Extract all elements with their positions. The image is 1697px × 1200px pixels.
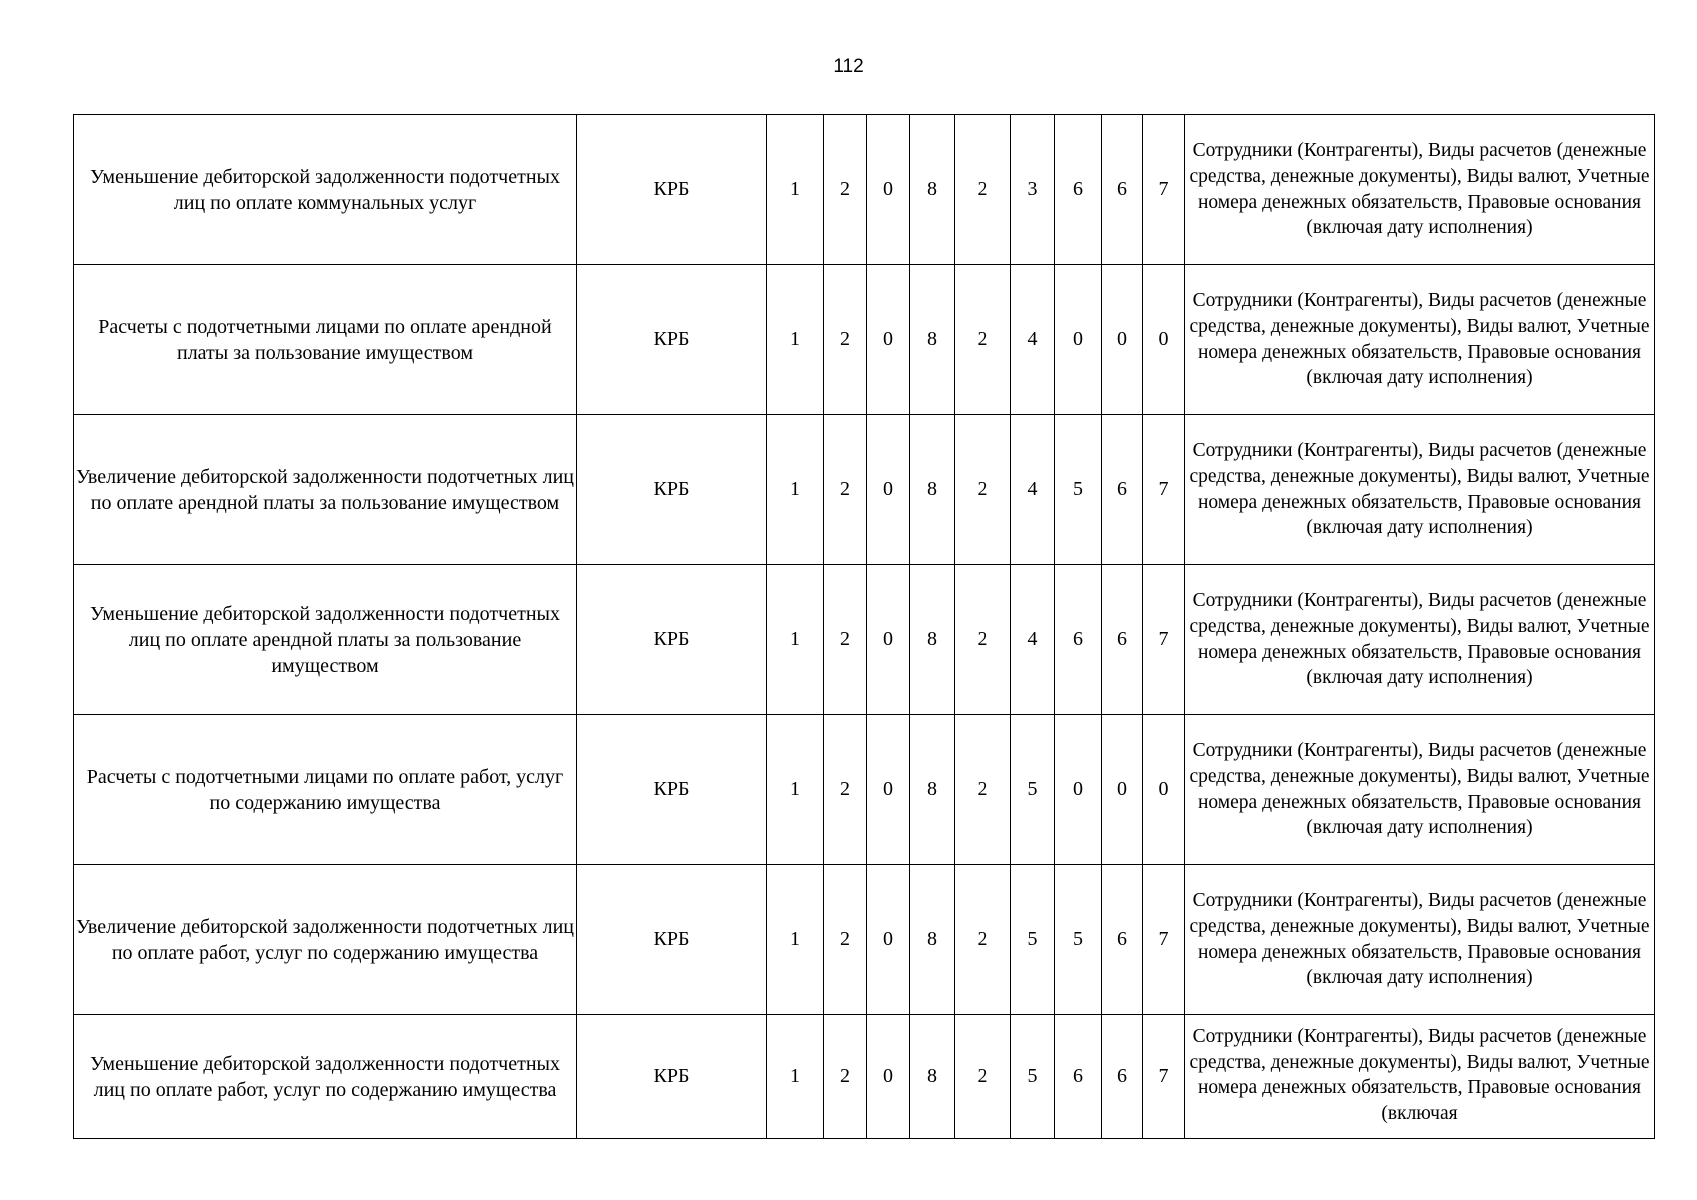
account-digit: 2 xyxy=(824,565,867,715)
account-digit: 8 xyxy=(910,265,955,415)
account-digit: 1 xyxy=(767,115,824,265)
account-code: КРБ xyxy=(577,115,767,265)
analytics-description: Сотрудники (Контрагенты), Виды расчетов (денежные средства, денежные документы), Виды валют, Учетные номера денежных обязательств, Правовые основания (включая дату исполнения) xyxy=(1185,565,1655,715)
account-digit: 0 xyxy=(1055,265,1102,415)
account-digit: 3 xyxy=(1011,115,1055,265)
account-digit: 2 xyxy=(955,415,1011,565)
operation-description: Уменьшение дебиторской задолженности подотчетных лиц по оплате коммунальных услуг xyxy=(74,115,577,265)
analytics-description: Сотрудники (Контрагенты), Виды расчетов (денежные средства, денежные документы), Виды валют, Учетные номера денежных обязательств, Правовые основания (включая дату исполнения) xyxy=(1185,865,1655,1015)
account-digit: 0 xyxy=(867,115,910,265)
account-digit: 8 xyxy=(910,115,955,265)
account-digit: 2 xyxy=(955,1015,1011,1139)
account-digit: 1 xyxy=(767,715,824,865)
account-digit: 4 xyxy=(1011,265,1055,415)
account-digit: 5 xyxy=(1011,1015,1055,1139)
account-digit: 7 xyxy=(1143,565,1185,715)
account-code: КРБ xyxy=(577,565,767,715)
account-digit: 2 xyxy=(824,115,867,265)
account-digit: 0 xyxy=(1143,715,1185,865)
account-digit: 2 xyxy=(824,265,867,415)
account-digit: 1 xyxy=(767,265,824,415)
accounts-table xyxy=(73,114,1655,1139)
account-digit: 1 xyxy=(767,415,824,565)
account-digit: 7 xyxy=(1143,115,1185,265)
account-digit: 4 xyxy=(1011,415,1055,565)
account-digit: 8 xyxy=(910,865,955,1015)
account-digit: 6 xyxy=(1055,115,1102,265)
account-digit: 6 xyxy=(1102,865,1143,1015)
account-code: КРБ xyxy=(577,415,767,565)
analytics-description: Сотрудники (Контрагенты), Виды расчетов (денежные средства, денежные документы), Виды валют, Учетные номера денежных обязательств, Правовые основания (включая дату исполнения) xyxy=(1185,715,1655,865)
account-code: КРБ xyxy=(577,265,767,415)
table-row xyxy=(74,865,1655,1015)
account-digit: 0 xyxy=(867,415,910,565)
account-digit: 0 xyxy=(867,1015,910,1139)
table-row xyxy=(74,565,1655,715)
account-digit: 2 xyxy=(955,715,1011,865)
table-row xyxy=(74,115,1655,265)
operation-description: Уменьшение дебиторской задолженности подотчетных лиц по оплате арендной платы за пользование имуществом xyxy=(74,565,577,715)
account-digit: 6 xyxy=(1102,1015,1143,1139)
account-digit: 6 xyxy=(1102,115,1143,265)
account-digit: 2 xyxy=(955,865,1011,1015)
analytics-description: Сотрудники (Контрагенты), Виды расчетов (денежные средства, денежные документы), Виды валют, Учетные номера денежных обязательств, Правовые основания (включая дату исполнения) xyxy=(1185,265,1655,415)
account-digit: 2 xyxy=(955,565,1011,715)
account-code: КРБ xyxy=(577,1015,767,1139)
account-digit: 7 xyxy=(1143,1015,1185,1139)
account-digit: 0 xyxy=(867,265,910,415)
account-digit: 1 xyxy=(767,565,824,715)
account-digit: 5 xyxy=(1011,865,1055,1015)
operation-description: Увеличение дебиторской задолженности подотчетных лиц по оплате работ, услуг по содержанию имущества xyxy=(74,865,577,1015)
account-digit: 4 xyxy=(1011,565,1055,715)
account-digit: 7 xyxy=(1143,415,1185,565)
account-digit: 8 xyxy=(910,1015,955,1139)
account-digit: 2 xyxy=(824,1015,867,1139)
account-digit: 6 xyxy=(1102,565,1143,715)
table-row xyxy=(74,265,1655,415)
analytics-description: Сотрудники (Контрагенты), Виды расчетов (денежные средства, денежные документы), Виды валют, Учетные номера денежных обязательств, Правовые основания (включая дату исполнения) xyxy=(1185,415,1655,565)
account-digit: 2 xyxy=(955,265,1011,415)
account-digit: 2 xyxy=(824,865,867,1015)
account-code: КРБ xyxy=(577,865,767,1015)
account-digit: 7 xyxy=(1143,865,1185,1015)
account-digit: 6 xyxy=(1055,1015,1102,1139)
account-digit: 0 xyxy=(1055,715,1102,865)
account-digit: 1 xyxy=(767,865,824,1015)
account-digit: 8 xyxy=(910,565,955,715)
account-digit: 0 xyxy=(867,565,910,715)
account-digit: 6 xyxy=(1102,415,1143,565)
page-number: 112 xyxy=(833,56,864,77)
account-digit: 2 xyxy=(955,115,1011,265)
account-digit: 2 xyxy=(824,715,867,865)
analytics-description: Сотрудники (Контрагенты), Виды расчетов (денежные средства, денежные документы), Виды валют, Учетные номера денежных обязательств, Правовые основания (включая xyxy=(1189,1026,1650,1124)
table-row xyxy=(74,415,1655,565)
account-digit: 5 xyxy=(1055,415,1102,565)
account-digit: 0 xyxy=(1143,265,1185,415)
table-row xyxy=(74,1015,1655,1139)
account-code: КРБ xyxy=(577,715,767,865)
analytics-description: Сотрудники (Контрагенты), Виды расчетов (денежные средства, денежные документы), Виды валют, Учетные номера денежных обязательств, Правовые основания (включая дату исполнения) xyxy=(1185,115,1655,265)
account-digit: 8 xyxy=(910,715,955,865)
table-row xyxy=(74,715,1655,865)
operation-description: Расчеты с подотчетными лицами по оплате арендной платы за пользование имуществом xyxy=(74,265,577,415)
account-digit: 5 xyxy=(1055,865,1102,1015)
operation-description: Расчеты с подотчетными лицами по оплате работ, услуг по содержанию имущества xyxy=(74,715,577,865)
operation-description: Уменьшение дебиторской задолженности подотчетных лиц по оплате работ, услуг по содержанию имущества xyxy=(74,1015,577,1139)
account-digit: 0 xyxy=(867,865,910,1015)
account-digit: 5 xyxy=(1011,715,1055,865)
account-digit: 8 xyxy=(910,415,955,565)
account-digit: 0 xyxy=(1102,265,1143,415)
analytics-description-cell xyxy=(1185,1015,1655,1139)
account-digit: 2 xyxy=(824,415,867,565)
account-digit: 0 xyxy=(1102,715,1143,865)
account-digit: 1 xyxy=(767,1015,824,1139)
accounts-table-body xyxy=(74,115,1655,1139)
account-digit: 6 xyxy=(1055,565,1102,715)
operation-description: Увеличение дебиторской задолженности подотчетных лиц по оплате арендной платы за пользование имуществом xyxy=(74,415,577,565)
account-digit: 0 xyxy=(867,715,910,865)
